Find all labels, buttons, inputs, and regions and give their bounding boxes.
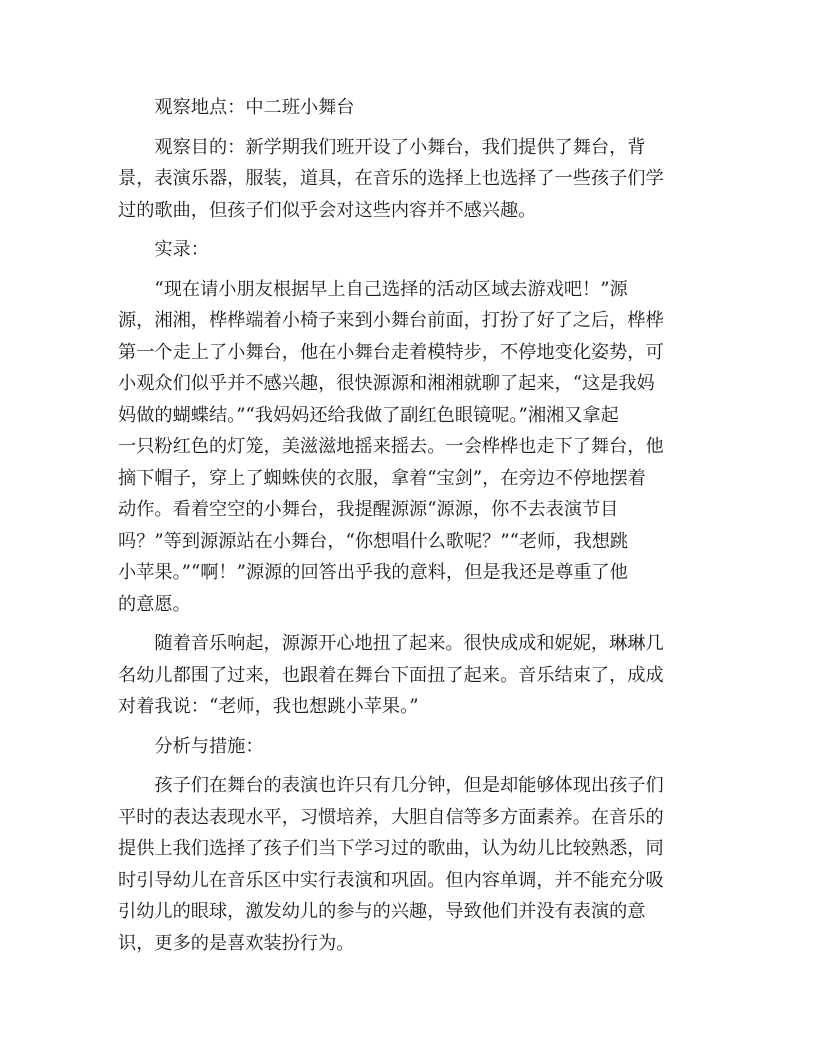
analysis-paragraph: 孩子们在舞台的表演也许只有几分钟，但是却能够体现出孩子们 平时的表达表现水平，习惯培养，大胆自信等多方面素养。在音乐的 提供上我们选择了孩子们当下学习过的歌曲，认为幼儿比较熟悉，同 时引导幼儿在音乐区中实行表演和巩固。但内容单调，并不能充分吸 引幼儿的眼球，激发幼儿的参与的兴趣，导致他们并没有表演的意 识，更多的是喜欢装扮行为。 [118, 775, 664, 954]
record-heading: 实录： [154, 239, 209, 260]
analysis-heading: 分析与措施： [154, 735, 264, 757]
music-paragraph: 随着音乐响起，源源开心地扭了起来。很快成成和妮妮，琳琳几 名幼儿都围了过来，也跟着在舞台下面扭了起来。音乐结束了，成成 对着我说：“老师，我也想跳小苹果。” [118, 633, 664, 717]
record-paragraph: “现在请小朋友根据早上自己选择的活动区域去游戏吧！”源 源，湘湘，桦桦端着小椅子来到小舞台前面，打扮了好了之后，桦桦 第一个走上了小舞台，他在小舞台走着模特步，不停地变化姿势，可 小观众们似乎并不感兴趣，很快源源和湘湘就聊了起来，“这是我妈 妈做的蝴蝶结。”“我妈妈还给我做了副红色眼镜呢。”湘湘又拿起 一只粉红色的灯笼，美滋滋地摇来摇去。一会桦桦也走下了舞台，他 摘下帽子，穿上了蜘蛛侠的衣服，拿着“宝剑”，在旁边不停地摆着 动作。看着空空的小舞台，我提醒源源“源源，你不去表演节目 吗？”等到源源站在小舞台，“你想唱什么歌呢？”“老师，我想跳 小苹果。”“啊！”源源的回答出乎我的意料，但是我还是尊重了他 的意愿。 [118, 278, 664, 615]
observation-location: 观察地点：中二班小舞台 [154, 97, 355, 118]
document-page [118, 92, 698, 959]
observation-purpose: 观察目的：新学期我们班开设了小舞台，我们提供了舞台，背 景，表演乐器，服装，道具，在音乐的选择上也选择了一些孩子们学 过的歌曲，但孩子们似乎会对这些内容并不感兴趣。 [118, 136, 664, 221]
